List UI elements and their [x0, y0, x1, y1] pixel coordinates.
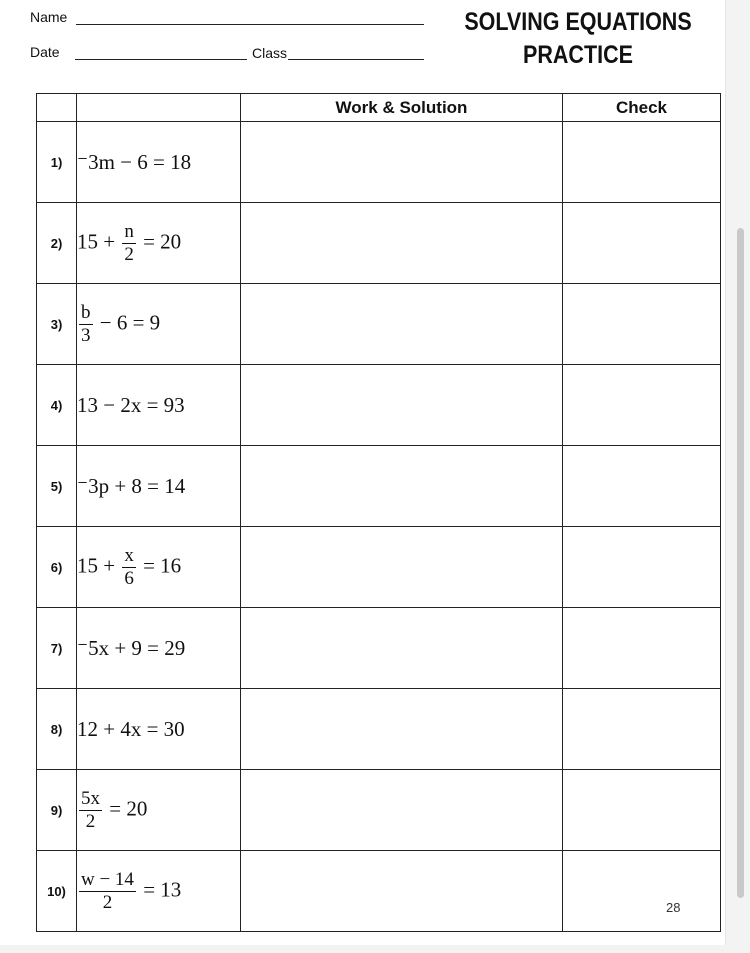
- work-solution-cell[interactable]: [241, 365, 563, 446]
- fraction-numerator: w − 14: [81, 868, 134, 890]
- check-cell[interactable]: [563, 122, 721, 203]
- problem-equation: [77, 851, 241, 932]
- problem-number: 1): [37, 122, 77, 203]
- problem-equation: [77, 203, 241, 284]
- table-row: [37, 284, 721, 365]
- equation-fraction: [79, 303, 93, 346]
- column-header-work-solution: Work & Solution: [241, 94, 563, 122]
- fraction-numerator: n: [124, 220, 134, 242]
- check-cell[interactable]: [563, 608, 721, 689]
- table-row: [37, 122, 721, 203]
- equation-fraction: [79, 870, 136, 913]
- worksheet-title: [458, 6, 699, 72]
- equation-pre: 12 + 4x = 30: [77, 716, 185, 741]
- fraction-denominator: 2: [85, 810, 96, 832]
- equation-pre: ⁻3m − 6 = 18: [77, 149, 192, 174]
- name-label: Name: [30, 9, 68, 25]
- fraction-denominator: 6: [124, 567, 134, 589]
- column-header-check: Check: [563, 94, 721, 122]
- table-row: [37, 203, 721, 284]
- problem-number: 6): [37, 527, 77, 608]
- fraction-denominator: 3: [81, 324, 91, 346]
- table-row: [37, 689, 721, 770]
- work-solution-cell[interactable]: [241, 446, 563, 527]
- work-solution-cell[interactable]: [241, 527, 563, 608]
- equation-pre: ⁻5x + 9 = 29: [77, 635, 186, 660]
- check-cell[interactable]: [563, 446, 721, 527]
- table-row: [37, 446, 721, 527]
- date-line: [75, 59, 247, 60]
- work-solution-cell[interactable]: [241, 689, 563, 770]
- check-cell[interactable]: [563, 365, 721, 446]
- problem-number: 8): [37, 689, 77, 770]
- work-solution-cell[interactable]: [241, 770, 563, 851]
- equation-fraction: [79, 789, 102, 832]
- problem-equation: [77, 689, 241, 770]
- fraction-denominator: 2: [124, 243, 134, 265]
- table-row: [37, 770, 721, 851]
- equation-pre: 15 +: [77, 228, 121, 253]
- problems-table: [36, 93, 721, 932]
- work-solution-cell[interactable]: [241, 608, 563, 689]
- problem-equation: [77, 365, 241, 446]
- work-solution-cell[interactable]: [241, 203, 563, 284]
- problem-equation: [77, 527, 241, 608]
- column-header-number: [37, 94, 77, 122]
- column-header-equation: [77, 94, 241, 122]
- fraction-numerator: b: [81, 301, 91, 323]
- fraction-numerator: 5x: [81, 787, 100, 809]
- problem-number: 5): [37, 446, 77, 527]
- fraction-denominator: 2: [102, 891, 113, 913]
- work-solution-cell[interactable]: [241, 851, 563, 932]
- problem-equation: [77, 284, 241, 365]
- check-cell[interactable]: [563, 203, 721, 284]
- table-row: [37, 527, 721, 608]
- problem-equation: [77, 608, 241, 689]
- problem-number: 2): [37, 203, 77, 284]
- check-cell[interactable]: [563, 689, 721, 770]
- table-row: [37, 851, 721, 932]
- table-header-row: [37, 94, 721, 122]
- equation-fraction: [122, 546, 136, 589]
- problem-number: 3): [37, 284, 77, 365]
- equation-post: − 6 = 9: [94, 309, 161, 334]
- equation-pre: ⁻3p + 8 = 14: [77, 473, 186, 498]
- table-row: [37, 608, 721, 689]
- equation-pre: 15 +: [77, 552, 121, 577]
- work-solution-cell[interactable]: [241, 122, 563, 203]
- equation-fraction: [122, 222, 136, 265]
- title-line-1: SOLVING EQUATIONS: [464, 8, 692, 36]
- date-label: Date: [30, 44, 60, 60]
- scrollbar[interactable]: [737, 228, 744, 898]
- equation-post: = 20: [104, 795, 148, 820]
- problem-equation: [77, 446, 241, 527]
- check-cell[interactable]: [563, 770, 721, 851]
- check-cell[interactable]: [563, 284, 721, 365]
- equation-pre: 13 − 2x = 93: [77, 392, 185, 417]
- problem-number: 9): [37, 770, 77, 851]
- page-number: 28: [666, 900, 681, 915]
- class-label: Class: [252, 45, 288, 61]
- check-cell[interactable]: [563, 527, 721, 608]
- equation-post: = 13: [137, 876, 182, 901]
- problem-equation: [77, 770, 241, 851]
- problem-number: 7): [37, 608, 77, 689]
- title-line-2: PRACTICE: [523, 41, 633, 69]
- class-line: [288, 59, 424, 60]
- check-cell[interactable]: [563, 851, 721, 932]
- problem-number: 4): [37, 365, 77, 446]
- equation-post: = 16: [137, 552, 182, 577]
- problem-equation: [77, 122, 241, 203]
- work-solution-cell[interactable]: [241, 284, 563, 365]
- name-line: [76, 24, 424, 25]
- problem-number: 10): [37, 851, 77, 932]
- fraction-numerator: x: [124, 544, 134, 566]
- equation-post: = 20: [137, 228, 182, 253]
- table-row: [37, 365, 721, 446]
